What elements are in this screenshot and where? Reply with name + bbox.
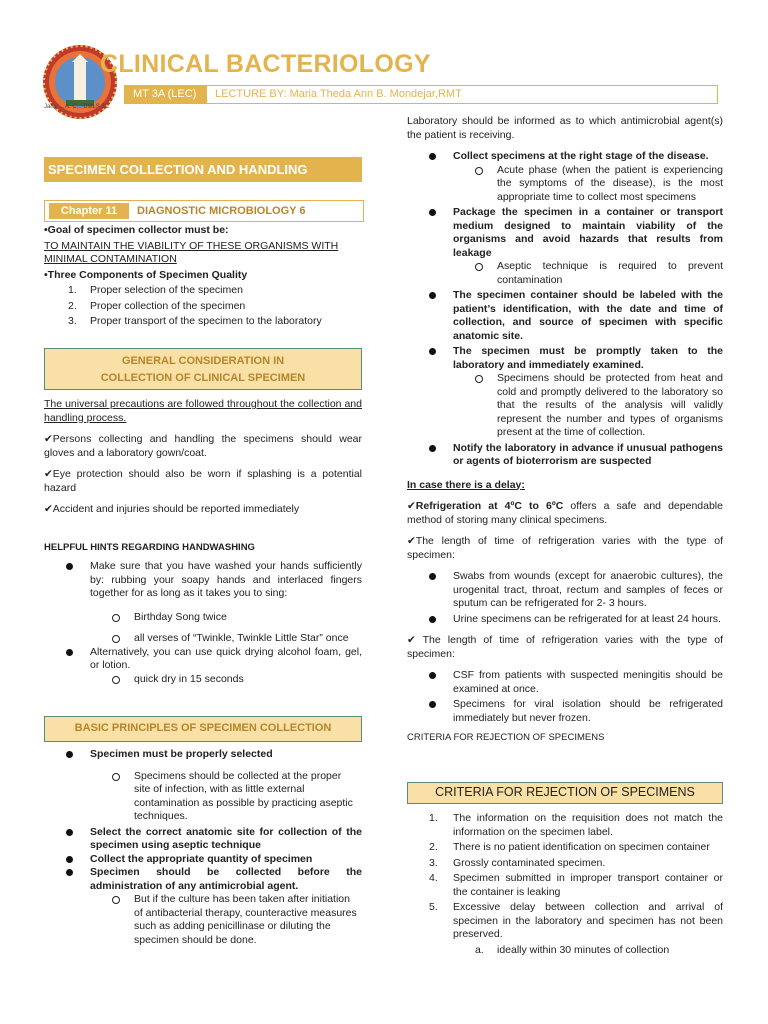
lecture-bar [124,85,718,104]
components-list [44,284,362,329]
lecturer-name: LECTURE BY: Maria Theda Ann B. Mondejar,RMT [215,88,462,100]
list-item: Collect specimens at the right stage of the disease. [407,150,723,164]
list-item: all verses of “Twinkle, Twinkle Little Star” once [44,632,362,646]
refrigeration-text: ✔Refrigeration at 4ºC to 6ºC offers a safe and dependable method of storing many clinical specimens. [407,500,723,526]
chapter-box [44,200,364,222]
list-item: 3. Proper transport of the specimen to the laboratory [68,315,322,327]
list-item: Aseptic technique is required to prevent contamination [407,260,723,287]
goal-heading: •Goal of specimen collector must be: [44,224,229,236]
check-item: ✔Accident and injuries should be reported immediately [44,503,300,515]
universal-text: The universal precautions are followed throughout the collection and handling process. [44,398,362,424]
list-item: Urine specimens can be refrigerated for at least 24 hours. [407,613,723,627]
bullet-icon [429,573,436,580]
section-title: SPECIMEN COLLECTION AND HANDLING [44,157,362,182]
bullet-icon [429,616,436,623]
list-item: Specimens should be protected from heat and cold and promptly delivered to the laboratory so that the results of the analysis will validly represent the number and types of organisms present at the time of collection. [407,372,723,440]
basic-principles-box: BASIC PRINCIPLES OF SPECIMEN COLLECTION [44,716,362,742]
goal-block [44,224,362,329]
circle-bullet-icon [475,375,483,383]
bullet-icon [429,348,436,355]
criteria-list [407,812,723,957]
list-item: The specimen container should be labeled with the patient’s identification, with the date and time of collection, and source of specimen with specific anatomic site. [407,289,723,343]
criteria-caption: CRITERIA FOR REJECTION OF SPECIMENS [407,732,605,743]
refrigeration-length-1: ✔The length of time of refrigeration varies with the type of specimen: [407,535,723,561]
circle-bullet-icon [475,167,483,175]
list-item: Make sure that you have washed your hands sufficiently by: rubbing your soapy hands and interlaced fingers together for as long as it takes you to sing: [44,560,362,601]
circle-bullet-icon [112,676,120,684]
list-item: Specimen should be collected before the administration of any antimicrobial agent. [44,866,362,893]
bullet-icon [66,829,73,836]
check-item: ✔Eye protection should also be worn if splashing is a potential hazard [44,468,362,494]
bullet-icon [66,869,73,876]
bullet-icon [66,856,73,863]
circle-bullet-icon [475,263,483,271]
list-item: Alternatively, you can use quick drying alcohol foam, gel, or lotion. [44,646,362,673]
delay-heading: In case there is a delay: [407,478,525,491]
chapter-label: Chapter 11 [49,203,129,219]
hints-block [44,560,362,686]
list-item: Specimen must be properly selected [44,748,362,762]
bullet-icon [66,649,73,656]
list-item: 1. Proper selection of the specimen [68,284,243,296]
principles-block [44,748,362,947]
intro-text: Laboratory should be informed as to which antimicrobial agent(s) the patient is receiving. [407,115,723,141]
bullet-icon [429,672,436,679]
list-item: 2. Proper collection of the specimen [68,299,246,312]
check-item: ✔Persons collecting and handling the specimens should wear gloves and a laboratory gown/coat. [44,433,362,459]
circle-bullet-icon [112,635,120,643]
general-block [44,398,362,517]
credit-text: Jane ... A. C... BMLS 2C [44,104,110,110]
refrigeration-length-2: ✔ The length of time of refrigeration varies with the type of specimen: [407,634,723,660]
list-item: CSF from patients with suspected meningitis should be examined at once. [407,669,723,696]
right-column [407,115,723,745]
list-item: a. ideally within 30 minutes of collection [475,943,670,956]
document-title: CLINICAL BACTERIOLOGY [100,50,431,78]
bullet-icon [429,153,436,160]
circle-bullet-icon [112,614,120,622]
list-item: But if the culture has been taken after initiation of antibacterial therapy, counteractive measures such as adding penicillinase or diluting the specimen should be done. [44,893,362,947]
bullet-icon [66,751,73,758]
bullet-icon [429,701,436,708]
goal-text: TO MAINTAIN THE VIABILITY OF THESE ORGANISMS WITH MINIMAL CONTAMINATION [44,239,339,265]
list-item: Collect the appropriate quantity of specimen [44,853,362,867]
list-item: The specimen must be promptly taken to the laboratory and immediately examined. [407,345,723,372]
bullet-icon [66,563,73,570]
bullet-icon [429,292,436,299]
components-heading: •Three Components of Specimen Quality [44,268,248,281]
circle-bullet-icon [112,773,120,781]
list-item: 5. Excessive delay between collection and arrival of specimen in the laboratory and specimen has not been preserved. [429,901,723,940]
circle-bullet-icon [112,896,120,904]
course-label: MT 3A (LEC) [125,86,207,103]
list-item: 4. Specimen submitted in improper transport container or the container is leaking [429,872,723,898]
list-item: Select the correct anatomic site for collection of the specimen using aseptic technique [44,826,362,853]
list-item: quick dry in 15 seconds [44,673,362,687]
list-item: Acute phase (when the patient is experiencing the symptoms of the disease), is the most appropriate time to collect most specimens [407,164,723,205]
list-item: Specimens should be collected at the proper site of infection, with as little external contamination as possible by practicing aseptic techniques. [44,770,362,824]
list-item: Notify the laboratory in advance if unusual pathogens or agents of bioterrorism are suspected [407,442,723,469]
list-item: Swabs from wounds (except for anaerobic cultures), the urogenital tract, throat, rectum and samples of feces or sputum can be refrigerated for 2- 3 hours. [407,570,723,611]
list-item: 2. There is no patient identification on specimen container [429,841,710,853]
general-consideration-box: GENERAL CONSIDERATION IN COLLECTION OF CLINICAL SPECIMEN [44,348,362,390]
chapter-title: DIAGNOSTIC MICROBIOLOGY 6 [137,205,306,217]
list-item: 3. Grossly contaminated specimen. [429,856,606,869]
criteria-heading-box: CRITERIA FOR REJECTION OF SPECIMENS [407,782,723,804]
bullet-icon [429,209,436,216]
bullet-icon [429,445,436,452]
list-item: Package the specimen in a container or transport medium designed to maintain viability of the organisms and avoid hazards that results from leakage [407,206,723,260]
list-item: 1. The information on the requisition does not match the information on the specimen label. [429,812,723,838]
hints-heading: HELPFUL HINTS REGARDING HANDWASHING [44,542,255,553]
list-item: Specimens for viral isolation should be refrigerated immediately but never frozen. [407,698,723,725]
list-item: Birthday Song twice [44,611,362,625]
